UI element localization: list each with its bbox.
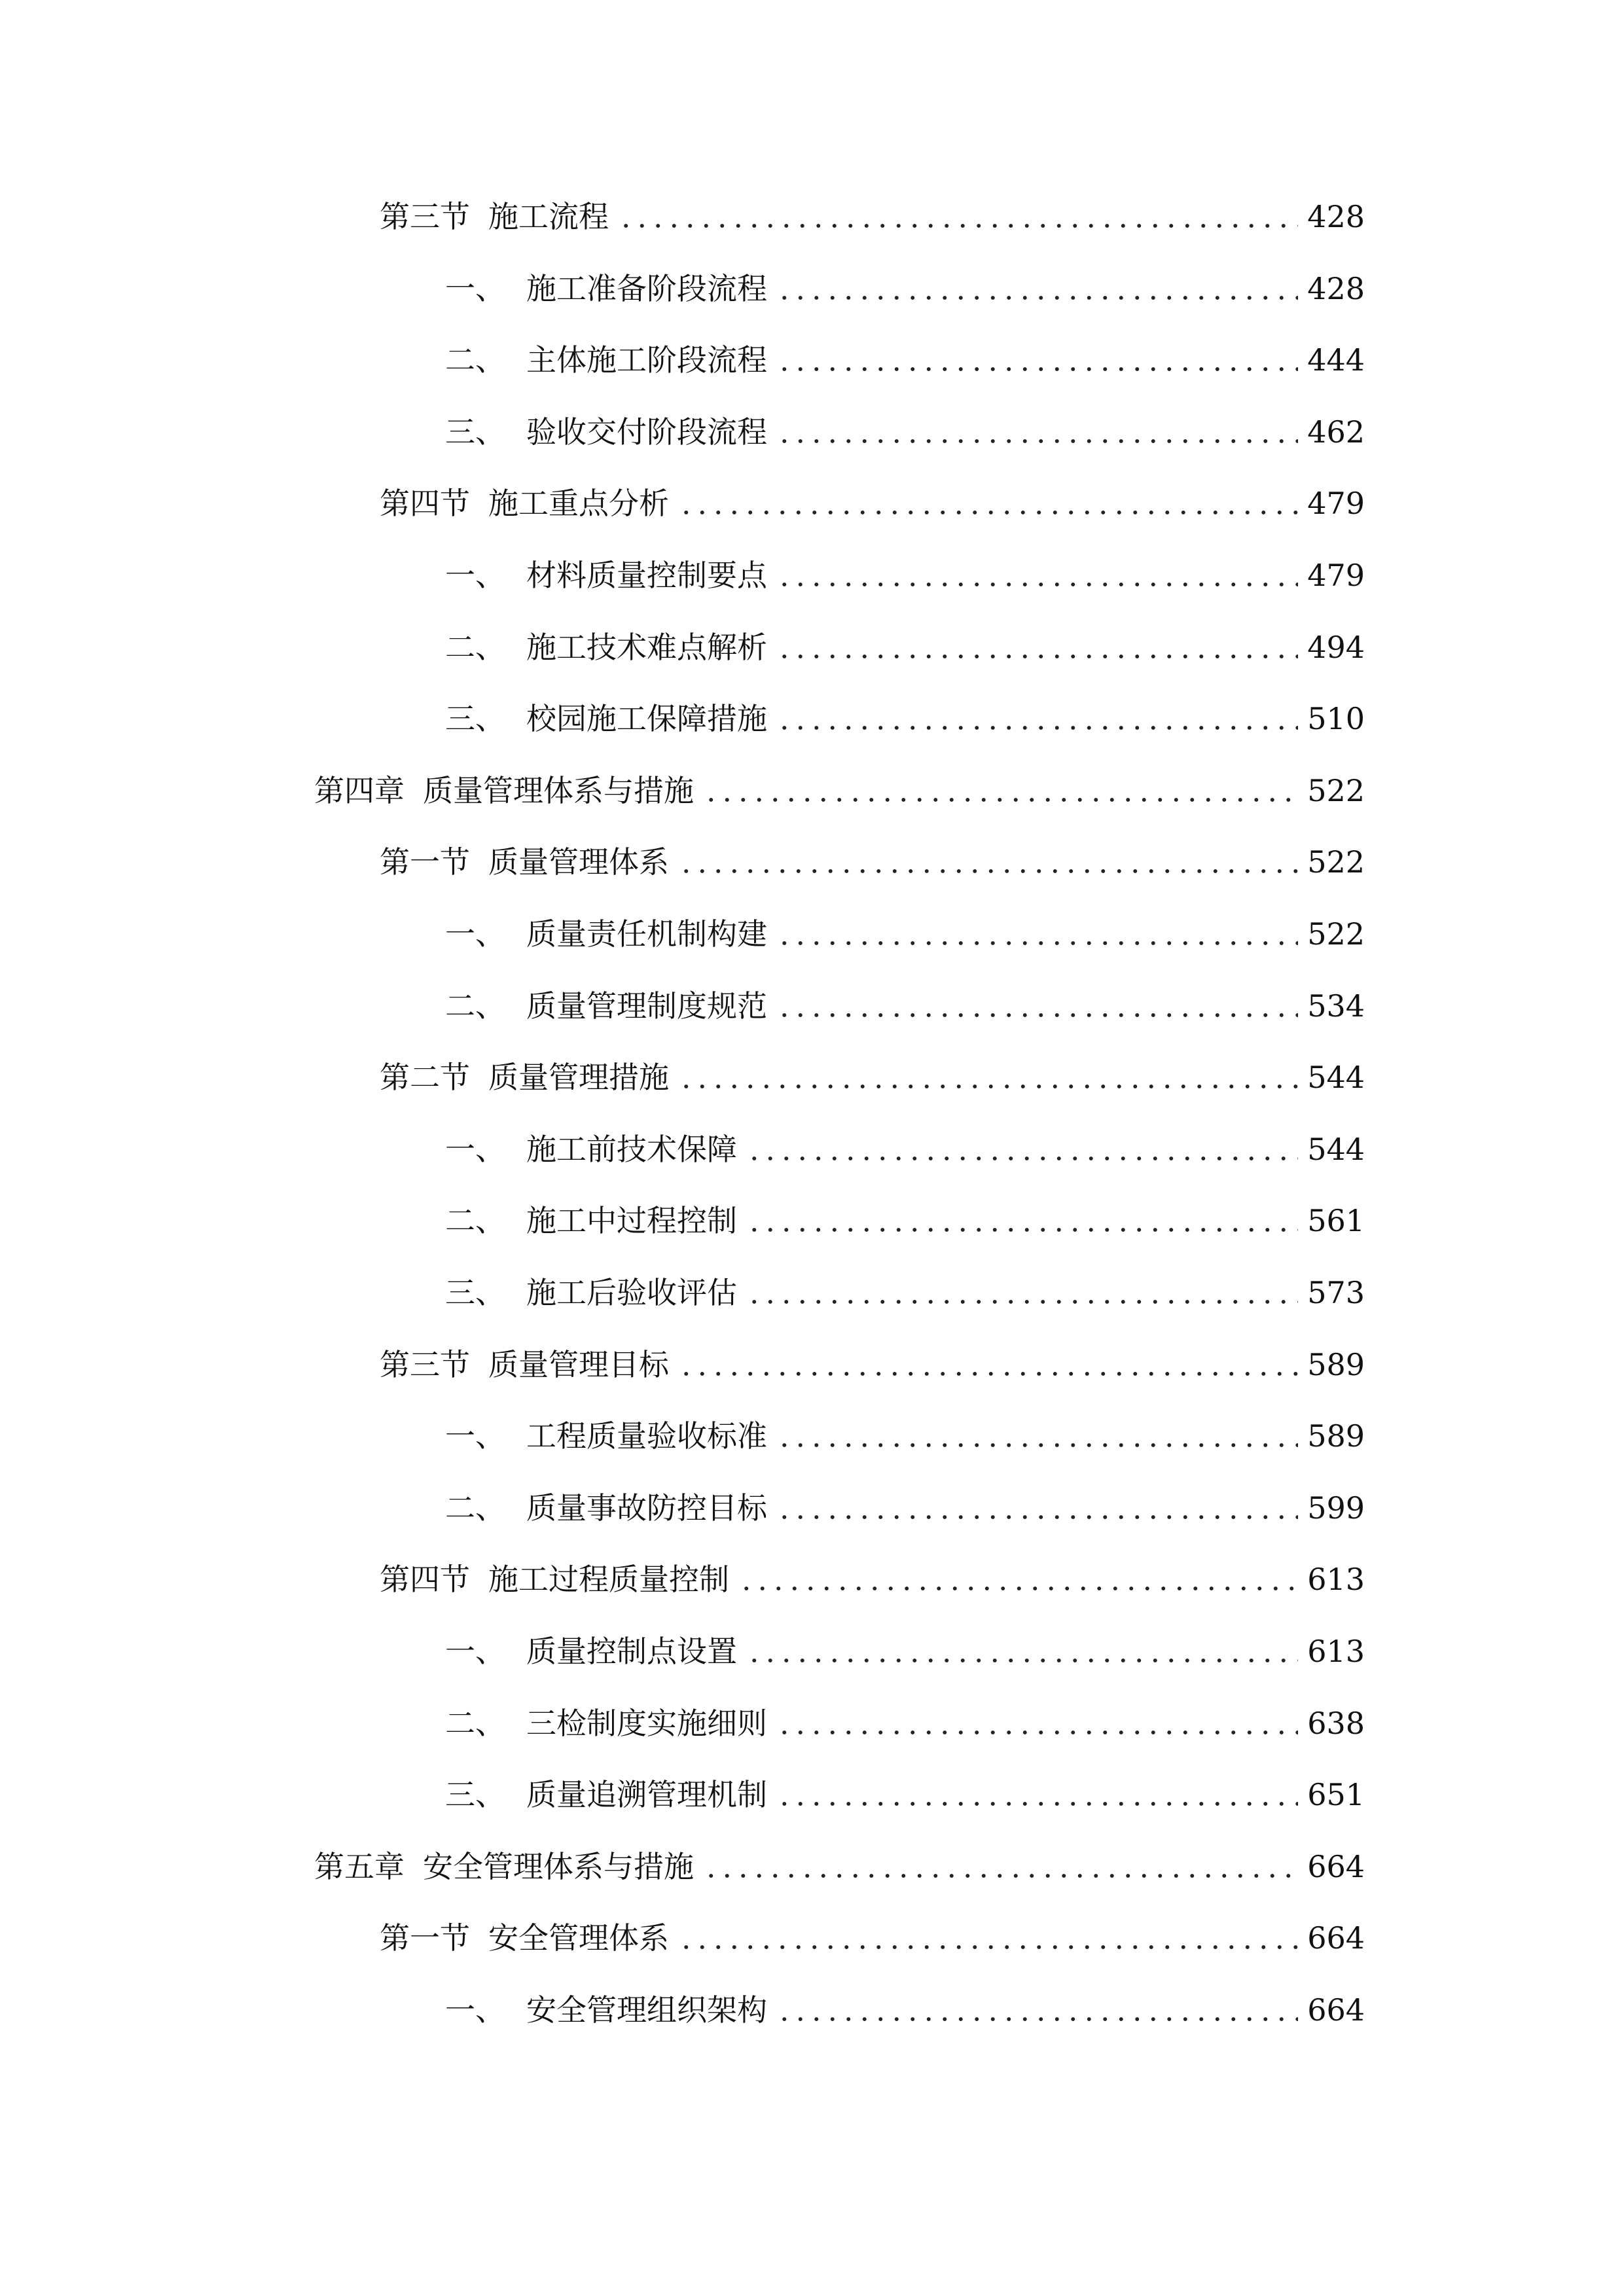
- toc-entry-prefix: 二、: [445, 988, 505, 1024]
- toc-entry[interactable]: [445, 1269, 1365, 1316]
- toc-entry-label: [380, 838, 669, 886]
- toc-entry-title: 施工过程质量控制: [488, 1562, 729, 1598]
- toc-page-number: 479: [1307, 486, 1365, 522]
- toc-page-number: 444: [1307, 342, 1365, 378]
- toc-entry-prefix: 一、: [445, 1418, 505, 1454]
- toc-entry-label: [445, 1771, 767, 1818]
- toc-entry-label: [445, 1484, 767, 1532]
- toc-dot-leader: [676, 1084, 1298, 1089]
- toc-entry-prefix: 第三节: [380, 199, 470, 234]
- toc-entry-prefix: 第一节: [380, 844, 470, 880]
- toc-entry-title: 主体施工阶段流程: [526, 342, 767, 378]
- toc-page-number: 638: [1307, 1705, 1365, 1741]
- toc-entry-prefix: 一、: [445, 916, 505, 952]
- toc-dot-leader: [744, 1227, 1298, 1232]
- toc-entry-title: 质量责任机制构建: [526, 916, 767, 952]
- toc-page-number: 589: [1307, 1346, 1365, 1382]
- toc-page-number: 522: [1307, 916, 1365, 952]
- toc-entry-prefix: 第二节: [380, 1060, 470, 1096]
- toc-entry-label: [445, 1269, 737, 1316]
- toc-entry-prefix: 二、: [445, 1705, 505, 1741]
- toc-page-number: 664: [1307, 1920, 1365, 1956]
- toc-entry-label: [445, 1700, 767, 1747]
- toc-entry-title: 质量管理体系: [488, 844, 669, 880]
- toc-entry[interactable]: [380, 1341, 1365, 1388]
- toc-dot-leader: [774, 1515, 1298, 1520]
- toc-entry-prefix: 一、: [445, 1131, 505, 1167]
- toc-entry-title: 安全管理组织架构: [526, 1992, 767, 2028]
- toc-page-number: 462: [1307, 414, 1365, 450]
- toc-dot-leader: [676, 510, 1298, 515]
- toc-entry-prefix: 一、: [445, 270, 505, 306]
- toc-page-number: 510: [1307, 701, 1365, 737]
- toc-entry-title: 安全管理体系: [488, 1920, 669, 1956]
- toc-page-number: 573: [1307, 1275, 1365, 1310]
- toc-entry-title: 施工中过程控制: [526, 1203, 737, 1239]
- toc-entry-prefix: 第四节: [380, 1562, 470, 1598]
- toc-entry-label: [445, 1197, 737, 1244]
- toc-entry[interactable]: [445, 1197, 1365, 1244]
- toc-entry-title: 施工准备阶段流程: [526, 270, 767, 306]
- toc-dot-leader: [774, 941, 1298, 946]
- toc-entry-title: 质量管理制度规范: [526, 988, 767, 1024]
- toc-entry[interactable]: [445, 982, 1365, 1030]
- toc-dot-leader: [774, 439, 1298, 444]
- toc-dot-leader: [615, 223, 1298, 228]
- toc-entry-prefix: 一、: [445, 1992, 505, 2028]
- toc-dot-leader: [774, 1443, 1298, 1448]
- toc-page-number: 544: [1307, 1060, 1365, 1096]
- toc-entry-label: [445, 695, 767, 742]
- toc-entry-label: [445, 1412, 767, 1460]
- toc-entry-prefix: 三、: [445, 1777, 505, 1813]
- toc-dot-leader: [744, 1156, 1298, 1161]
- toc-entry-title: 验收交付阶段流程: [526, 414, 767, 450]
- toc-entry-title: 安全管理体系与措施: [423, 1848, 694, 1884]
- toc-entry-prefix: 二、: [445, 342, 505, 378]
- toc-page-number: 589: [1307, 1418, 1365, 1454]
- toc-entry-label: [445, 336, 767, 384]
- toc-dot-leader: [774, 1730, 1298, 1735]
- toc-dot-leader: [774, 1013, 1298, 1018]
- toc-page-number: 561: [1307, 1203, 1365, 1239]
- toc-entry-label: [445, 1126, 737, 1173]
- toc-dot-leader: [676, 869, 1298, 874]
- toc-entry-prefix: 三、: [445, 1275, 505, 1310]
- toc-entry[interactable]: [445, 1771, 1365, 1818]
- toc-entry-label: [314, 1843, 694, 1890]
- toc-dot-leader: [736, 1586, 1298, 1591]
- toc-entry[interactable]: [380, 1914, 1365, 1962]
- toc-entry[interactable]: [445, 408, 1365, 456]
- toc-entry[interactable]: [445, 1700, 1365, 1747]
- toc-page-number: 613: [1307, 1634, 1365, 1669]
- toc-entry-title: 施工技术难点解析: [526, 629, 767, 665]
- toc-entry-label: [380, 480, 669, 527]
- toc-entry-title: 校园施工保障措施: [526, 701, 767, 737]
- toc-entry[interactable]: [445, 1986, 1365, 2034]
- toc-entry-label: [445, 265, 767, 312]
- toc-entry-prefix: 第五章: [314, 1848, 405, 1884]
- toc-entry-title: 质量控制点设置: [526, 1634, 737, 1669]
- toc-entry[interactable]: [380, 838, 1365, 886]
- toc-entry[interactable]: [445, 695, 1365, 742]
- toc-page-number: 599: [1307, 1490, 1365, 1526]
- toc-entry-title: 质量追溯管理机制: [526, 1777, 767, 1813]
- toc-dot-leader: [774, 654, 1298, 659]
- toc-entry-prefix: 一、: [445, 1634, 505, 1669]
- toc-entry-label: [445, 408, 767, 456]
- toc-entry-title: 三检制度实施细则: [526, 1705, 767, 1741]
- toc-dot-leader: [700, 797, 1298, 802]
- toc-dot-leader: [774, 582, 1298, 587]
- toc-entry-title: 工程质量验收标准: [526, 1418, 767, 1454]
- toc-dot-leader: [676, 1371, 1298, 1376]
- toc-entry-prefix: 一、: [445, 558, 505, 593]
- toc-page-number: 494: [1307, 629, 1365, 665]
- toc-entry-title: 质量事故防控目标: [526, 1490, 767, 1526]
- toc-entry-label: [445, 624, 767, 671]
- toc-entry[interactable]: [445, 1484, 1365, 1532]
- toc-entry[interactable]: [380, 480, 1365, 527]
- toc-entry-prefix: 二、: [445, 1203, 505, 1239]
- toc-entry-prefix: 二、: [445, 629, 505, 665]
- toc-dot-leader: [774, 295, 1298, 300]
- toc-entry-label: [380, 1914, 669, 1962]
- toc-entry[interactable]: [445, 624, 1365, 671]
- toc-entry[interactable]: [380, 1054, 1365, 1101]
- toc-page-number: 428: [1307, 270, 1365, 306]
- toc-page-number: 428: [1307, 199, 1365, 234]
- toc-dot-leader: [774, 2017, 1298, 2022]
- toc-entry-label: [445, 552, 767, 599]
- toc-entry-prefix: 第四节: [380, 486, 470, 522]
- toc-entry-label: [380, 1341, 669, 1388]
- toc-page-number: 664: [1307, 1848, 1365, 1884]
- toc-entry-label: [380, 1556, 729, 1603]
- toc-entry-title: 材料质量控制要点: [526, 558, 767, 593]
- toc-entry-label: [445, 910, 767, 958]
- toc-entry[interactable]: [445, 265, 1365, 312]
- toc-entry-label: [314, 767, 694, 814]
- toc-page-number: 544: [1307, 1131, 1365, 1167]
- toc-entry-title: 质量管理目标: [488, 1346, 669, 1382]
- toc-entry[interactable]: [445, 336, 1365, 384]
- toc-entry-prefix: 第三节: [380, 1346, 470, 1382]
- toc-dot-leader: [676, 1945, 1298, 1950]
- toc-entry[interactable]: [380, 193, 1365, 240]
- toc-entry-title: 质量管理体系与措施: [423, 772, 694, 808]
- toc-entry-title: 施工流程: [488, 199, 609, 234]
- toc-entry-label: [380, 1054, 669, 1101]
- toc-page-number: 651: [1307, 1777, 1365, 1813]
- toc-entry[interactable]: [445, 910, 1365, 958]
- toc-entry[interactable]: [314, 767, 1365, 814]
- toc-entry[interactable]: [445, 1412, 1365, 1460]
- toc-entry-prefix: 第四章: [314, 772, 405, 808]
- toc-entry[interactable]: [445, 1126, 1365, 1173]
- toc-entry-label: [445, 1986, 767, 2034]
- toc-dot-leader: [774, 1801, 1298, 1806]
- toc-page-number: 664: [1307, 1992, 1365, 2028]
- toc-entry[interactable]: [445, 552, 1365, 599]
- toc-page-number: 522: [1307, 844, 1365, 880]
- toc-entry-label: [445, 1628, 737, 1675]
- toc-entry-title: 施工后验收评估: [526, 1275, 737, 1310]
- toc-entry[interactable]: [314, 1843, 1365, 1890]
- toc-entry-label: [445, 982, 767, 1030]
- toc-entry-prefix: 第一节: [380, 1920, 470, 1956]
- toc-page-number: 613: [1307, 1562, 1365, 1598]
- toc-entry-prefix: 三、: [445, 701, 505, 737]
- toc-entry-prefix: 三、: [445, 414, 505, 450]
- toc-page-number: 522: [1307, 772, 1365, 808]
- toc-entry[interactable]: [380, 1556, 1365, 1603]
- toc-page-number: 534: [1307, 988, 1365, 1024]
- toc-entry-title: 施工重点分析: [488, 486, 669, 522]
- toc-dot-leader: [744, 1299, 1298, 1304]
- toc-entry-prefix: 二、: [445, 1490, 505, 1526]
- toc-entry-title: 施工前技术保障: [526, 1131, 737, 1167]
- toc-entry-title: 质量管理措施: [488, 1060, 669, 1096]
- toc-entry-label: [380, 193, 609, 240]
- toc-entry[interactable]: [445, 1628, 1365, 1675]
- toc-dot-leader: [744, 1658, 1298, 1663]
- toc-dot-leader: [700, 1873, 1298, 1878]
- toc-dot-leader: [774, 725, 1298, 730]
- toc-page-number: 479: [1307, 558, 1365, 593]
- toc-dot-leader: [774, 367, 1298, 372]
